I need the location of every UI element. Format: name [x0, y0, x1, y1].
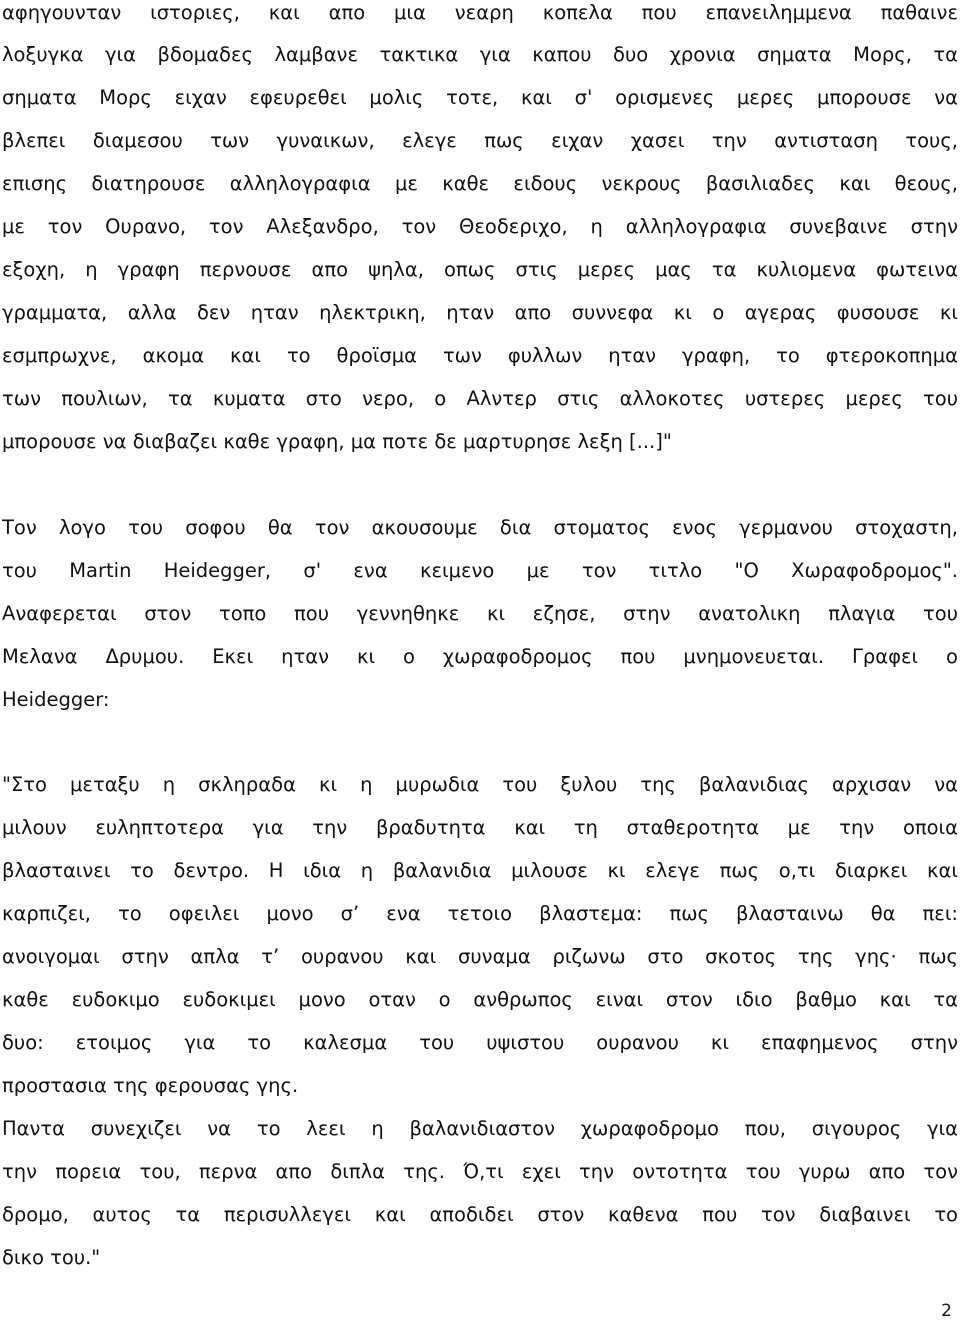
text-line: προστασια της φερουσας γης. [2, 1074, 299, 1097]
text-line: επισης διατηρουσε αλληλογραφια με καθε ειδους νεκρους βασιλιαδες και θεους, [2, 172, 958, 195]
text-line: λοξυγκα για βδομαδες λαμβανε τακτικα για καπου δυο χρονια σηματα Μορς, τα [2, 43, 958, 66]
text-line: Αναφερεται στον τοπο που γεννηθηκε κι εζησε, στην ανατολικη πλαγια του [2, 602, 958, 625]
text-line: του Martin Heidegger, σ' ενα κειμενο με τον τιτλο "Ο Χωραφοδρομος". [2, 559, 958, 582]
text-line: μπορουσε να διαβαζει καθε γραφη, μα ποτε δε μαρτυρησε λεξη [...]" [2, 430, 672, 453]
text-line: ανοιγομαι στην απλα τ’ ουρανου και συναμα ριζωνω στο σκοτος της γης· πως [2, 945, 958, 968]
text-line: Heidegger: [2, 688, 110, 711]
text-line: αφηγουνταν ιστοριες, και απο μια νεαρη κοπελα που επανειλημμενα παθαινε [2, 1, 958, 24]
text-line: δυο: ετοιμος για το καλεσμα του υψιστου ουρανου κι επαφημενος στην [2, 1031, 958, 1054]
text-line: Τον λογο του σοφου θα τον ακουσουμε δια στοματος ενος γερμανου στοχαστη, [2, 516, 958, 539]
text-line: βλασταινει το δεντρο. Η ιδια η βαλανιδια μιλουσε κι ελεγε πως ο,τι διαρκει και [2, 859, 958, 882]
text-line: γραμματα, αλλα δεν ηταν ηλεκτρικη, ηταν απο συννεφα κι ο αγερας φυσουσε κι [2, 301, 958, 324]
text-line: σηματα Μορς ειχαν εφευρεθει μολις τοτε, και σ' ορισμενες μερες μπορουσε να [2, 86, 958, 109]
text-line: των πουλιων, τα κυματα στο νερο, ο Αλντερ στις αλλοκοτες υστερες μερες του [2, 387, 958, 410]
text-line: καρπιζει, το οφειλει μονο σ’ ενα τετοιο βλαστεμα: πως βλασταινω θα πει: [2, 902, 958, 925]
text-line: "Στο μεταξυ η σκληραδα κι η μυρωδια του ξυλου της βαλανιδιας αρχισαν να [2, 773, 958, 796]
text-line: βλεπει διαμεσου των γυναικων, ελεγε πως ειχαν χασει την αντισταση τους, [2, 129, 958, 152]
text-line: Παντα συνεχιζει να το λεει η βαλανιδιαστον χωραφοδρομο που, σιγουρος για [2, 1117, 958, 1140]
text-line: καθε ευδοκιμο ευδοκιμει μονο οταν ο ανθρωπος ειναι στον ιδιο βαθμο και τα [2, 988, 958, 1011]
text-line: εξοχη, η γραφη περνουσε απο ψηλα, οπως στις μερες μας τα κυλιομενα φωτεινα [2, 258, 958, 281]
text-line: με τον Ουρανο, τον Αλεξανδρο, τον Θεοδεριχο, η αλληλογραφια συνεβαινε στην [2, 215, 958, 238]
text-line: δικο του." [2, 1246, 101, 1269]
text-line: δρομο, αυτος τα περισυλλεγει και αποδιδει στον καθενα που τον διαβαινει το [2, 1203, 958, 1226]
text-line: εσμπρωχνε, ακομα και το θροϊσμα των φυλλων ηταν γραφη, το φτεροκοπημα [2, 344, 958, 367]
text-line: μιλουν ευληπτοτερα για την βραδυτητα και τη σταθεροτητα με την οποια [2, 816, 958, 839]
page-number: 2 [941, 1301, 952, 1321]
text-line: την πορεια του, περνα απο διπλα της. Ό,τι εχει την οντοτητα του γυρω απο τον [2, 1160, 958, 1183]
text-line: Μελανα Δρυμου. Εκει ηταν κι ο χωραφοδρομος που μνημονευεται. Γραφει ο [2, 645, 958, 668]
